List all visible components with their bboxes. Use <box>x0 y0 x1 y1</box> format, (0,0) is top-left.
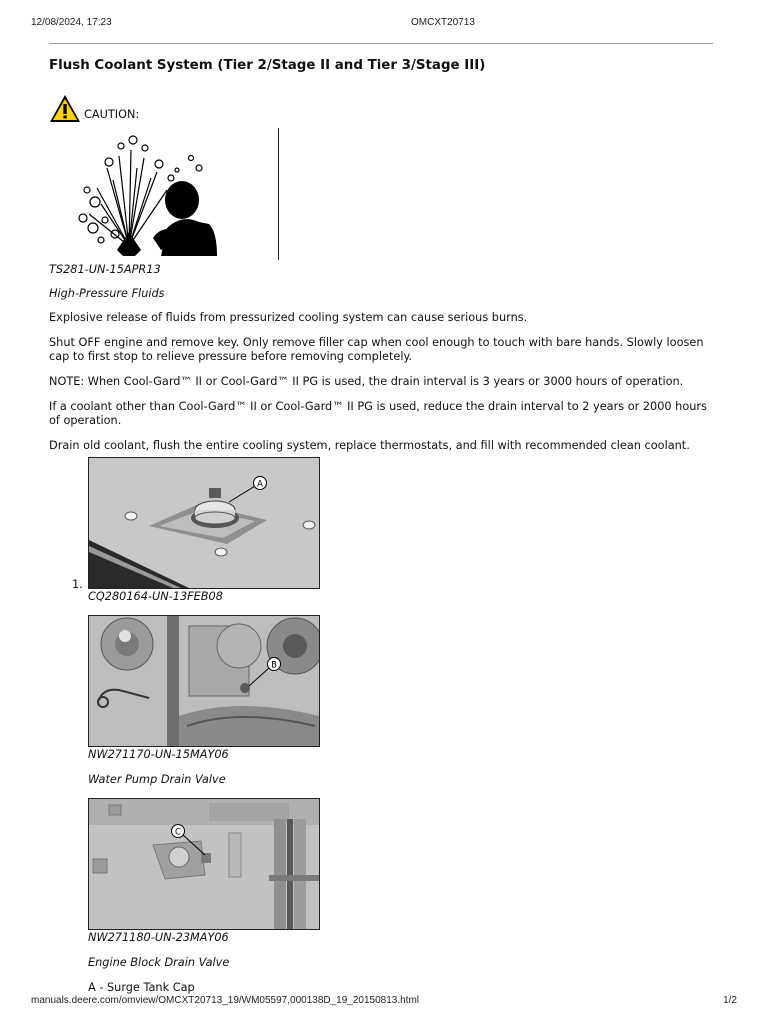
print-url[interactable]: manuals.deere.com/omview/OMCXT20713_19/WM05597,000138D_19_20150813.html <box>31 995 420 1006</box>
hazard-figure-code: TS281-UN-15APR13 <box>49 263 161 276</box>
callout-c: C <box>175 827 181 838</box>
print-footer <box>31 995 737 1009</box>
engine-block-drain-valve-photo <box>88 798 320 930</box>
hazard-figure-title: High-Pressure Fluids <box>49 287 165 300</box>
paragraph-burn-warning: Explosive release of fluids from pressurized cooling system can cause serious burns. <box>49 311 528 324</box>
figure-label: Water Pump Drain Valve <box>88 773 226 786</box>
legend-surge-tank-cap: A - Surge Tank Cap <box>88 981 195 994</box>
document-body <box>49 57 717 995</box>
figure-label: Engine Block Drain Valve <box>88 956 230 969</box>
paragraph-other-coolant: If a coolant other than Cool-Gard™ II or Cool-Gard™ II PG is used, reduce the drain interval to 2 years or 2000 hours of operation. <box>49 400 707 427</box>
print-doc-id: OMCXT20713 <box>411 17 475 28</box>
header-divider <box>49 43 713 44</box>
figure-code: NW271170-UN-15MAY06 <box>88 748 229 761</box>
figure-code: CQ280164-UN-13FEB08 <box>88 590 223 603</box>
print-header <box>31 17 737 31</box>
paragraph-drain-interval-note: NOTE: When Cool-Gard™ II or Cool-Gard™ II PG is used, the drain interval is 3 years or 3000 hours of operation. <box>49 375 684 388</box>
step-list <box>72 457 717 995</box>
surge-tank-cap-photo <box>88 457 320 589</box>
paragraph-shut-off-instructions: Shut OFF engine and remove key. Only remove filler cap when cool enough to touch with bare hands. Slowly loosen cap to first stop to relieve pressure before removing completely. <box>49 336 704 363</box>
warning-triangle-icon <box>49 94 81 124</box>
callout-a: A <box>257 479 263 490</box>
water-pump-drain-valve-photo <box>88 615 320 747</box>
callout-b: B <box>271 660 277 671</box>
print-datetime: 12/08/2024, 17:23 <box>31 17 112 28</box>
caution-label: CAUTION: <box>84 108 140 121</box>
page-number: 1/2 <box>723 995 737 1006</box>
high-pressure-fluid-illustration <box>49 128 281 260</box>
figure-code: NW271180-UN-23MAY06 <box>88 931 229 944</box>
caution-block <box>49 94 717 124</box>
page-title: Flush Coolant System (Tier 2/Stage II and Tier 3/Stage III) <box>49 58 486 73</box>
step-number: 1. <box>72 578 83 591</box>
paragraph-drain-flush: Drain old coolant, flush the entire cooling system, replace thermostats, and fill with recommended clean coolant. <box>49 439 690 452</box>
